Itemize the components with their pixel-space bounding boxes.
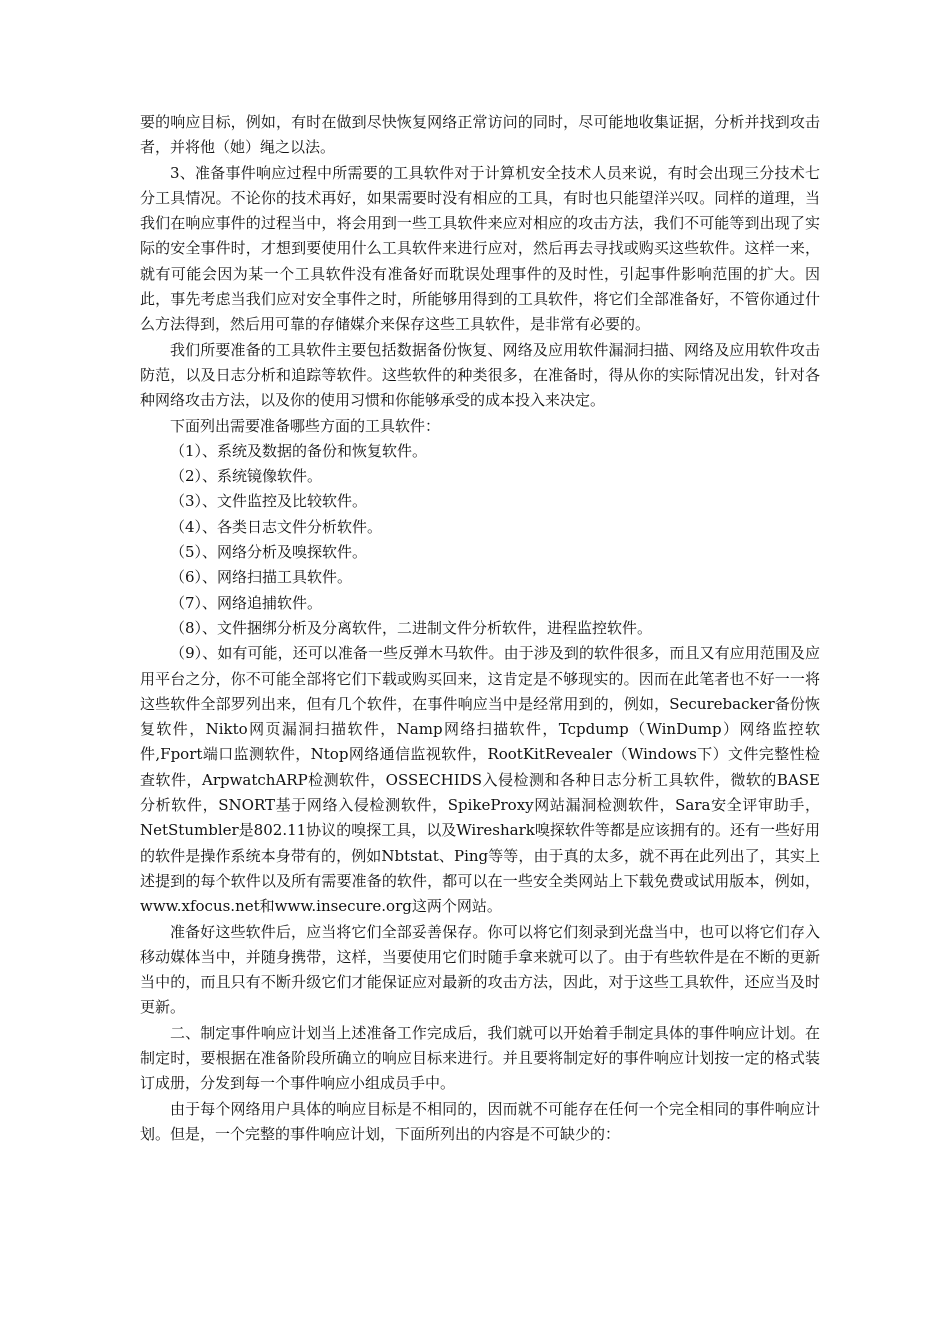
- list-item-file-monitor: （3）、文件监控及比较软件。: [170, 492, 368, 511]
- list-item-log-analysis: （4）、各类日志文件分析软件。: [170, 517, 383, 536]
- list-item-backup: （1）、系统及数据的备份和恢复软件。: [170, 441, 428, 460]
- list-item-image: （2）、系统镜像软件。: [170, 467, 323, 486]
- paragraph-store-tools: 准备好这些软件后，应当将它们全部妥善保存。你可以将它们刻录到光盘当中，也可以将它们存入移动媒体当中，并随身携带，这样，当要使用它们时随手拿来就可以了。由于有些软件是在不断的更新当中的，而且只有不断升级它们才能保证应对最新的攻击方法，因此，对于这些工具软件，还应当及时更新。: [140, 922, 820, 1017]
- list-item-tracking: （7）、网络追捕软件。: [170, 593, 323, 612]
- paragraph-prepare-tools: 3、准备事件响应过程中所需要的工具软件对于计算机安全技术人员来说，有时会出现三分技术七分工具情况。不论你的技术再好，如果需要时没有相应的工具，有时也只能望洋兴叹。同样的道理，当我们在响应事件的过程当中，将会用到一些工具软件来应对相应的攻击方法，我们不可能等到出现了实际的安全事件时，才想到要使用什么工具软件来进行应对，然后再去寻找或购买这些软件。这样一来，就有可能会因为某一个工具软件没有准备好而耽误处理事件的及时性，引起事件影响范围的扩大。因此，事先考虑当我们应对安全事件之时，所能够用得到的工具软件，将它们全部准备好，不管你通过什么方法得到，然后用可靠的存储媒介来保存这些工具软件，是非常有必要的。: [140, 163, 820, 334]
- paragraph-response-goal: 要的响应目标，例如，有时在做到尽快恢复网络正常访问的同时，尽可能地收集证据，分析并找到攻击者，并将他（她）绳之以法。: [140, 113, 820, 157]
- list-item-binary-analysis: （8）、文件捆绑分析及分离软件，二进制文件分析软件，进程监控软件。: [170, 618, 653, 637]
- paragraph-plan-contents: 由于每个网络用户具体的响应目标是不相同的，因而就不可能存在任何一个完全相同的事件响应计划。但是，一个完整的事件响应计划，下面所列出的内容是不可缺少的：: [140, 1099, 820, 1143]
- list-item-scanner: （6）、网络扫描工具软件。: [170, 568, 353, 587]
- paragraph-tool-categories: 我们所要准备的工具软件主要包括数据备份恢复、网络及应用软件漏洞扫描、网络及应用软件攻击防范，以及日志分析和追踪等软件。这些软件的种类很多，在准备时，得从你的实际情况出发，针对各种网络攻击方法，以及你的使用习惯和你能够承受的成本投入来决定。: [140, 340, 820, 410]
- list-item-trojan-tools: （9）、如有可能，还可以准备一些反弹木马软件。由于涉及到的软件很多，而且又有应用范围及应用平台之分，你不可能全部将它们下载或购买回来，这肯定是不够现实的。因而在此笔者也不好一一将这些软件全部罗列出来，但有几个软件，在事件响应当中是经常用到的，例如，Securebacker备份恢复软件，Nikto网页漏洞扫描软件，Namp网络扫描软件，Tcpdump（WinDump）网络监控软件,Fport端口监测软件，Ntop网络通信监视软件，RootKitRevealer（Windows下）文件完整性检查软件，ArpwatchARP检测软件，OSSECHIDS入侵检测和各种日志分析工具软件，微软的BASE分析软件，SNORT基于网络入侵检测软件，SpikeProxy网站漏洞检测软件，Sara安全评审助手，NetStumbler是802.11协议的嗅探工具，以及Wireshark嗅探软件等都是应该拥有的。还有一些好用的软件是操作系统本身带有的，例如Nbtstat、Ping等等，由于真的太多，就不再在此列出了，其实上述提到的每个软件以及所有需要准备的软件，都可以在一些安全类网站上下载免费或试用版本，例如，www.xfocus.net和www.insecure.org这两个网站。: [140, 644, 820, 916]
- document-page: [140, 110, 820, 1147]
- list-item-sniffer: （5）、网络分析及嗅探软件。: [170, 543, 368, 562]
- paragraph-response-plan: 二、制定事件响应计划当上述准备工作完成后，我们就可以开始着手制定具体的事件响应计划。在制定时，要根据在准备阶段所确立的响应目标来进行。并且要将制定好的事件响应计划按一定的格式装订成册，分发到每一个事件响应小组成员手中。: [140, 1023, 820, 1093]
- paragraph-list-intro: 下面列出需要准备哪些方面的工具软件：: [170, 416, 441, 435]
